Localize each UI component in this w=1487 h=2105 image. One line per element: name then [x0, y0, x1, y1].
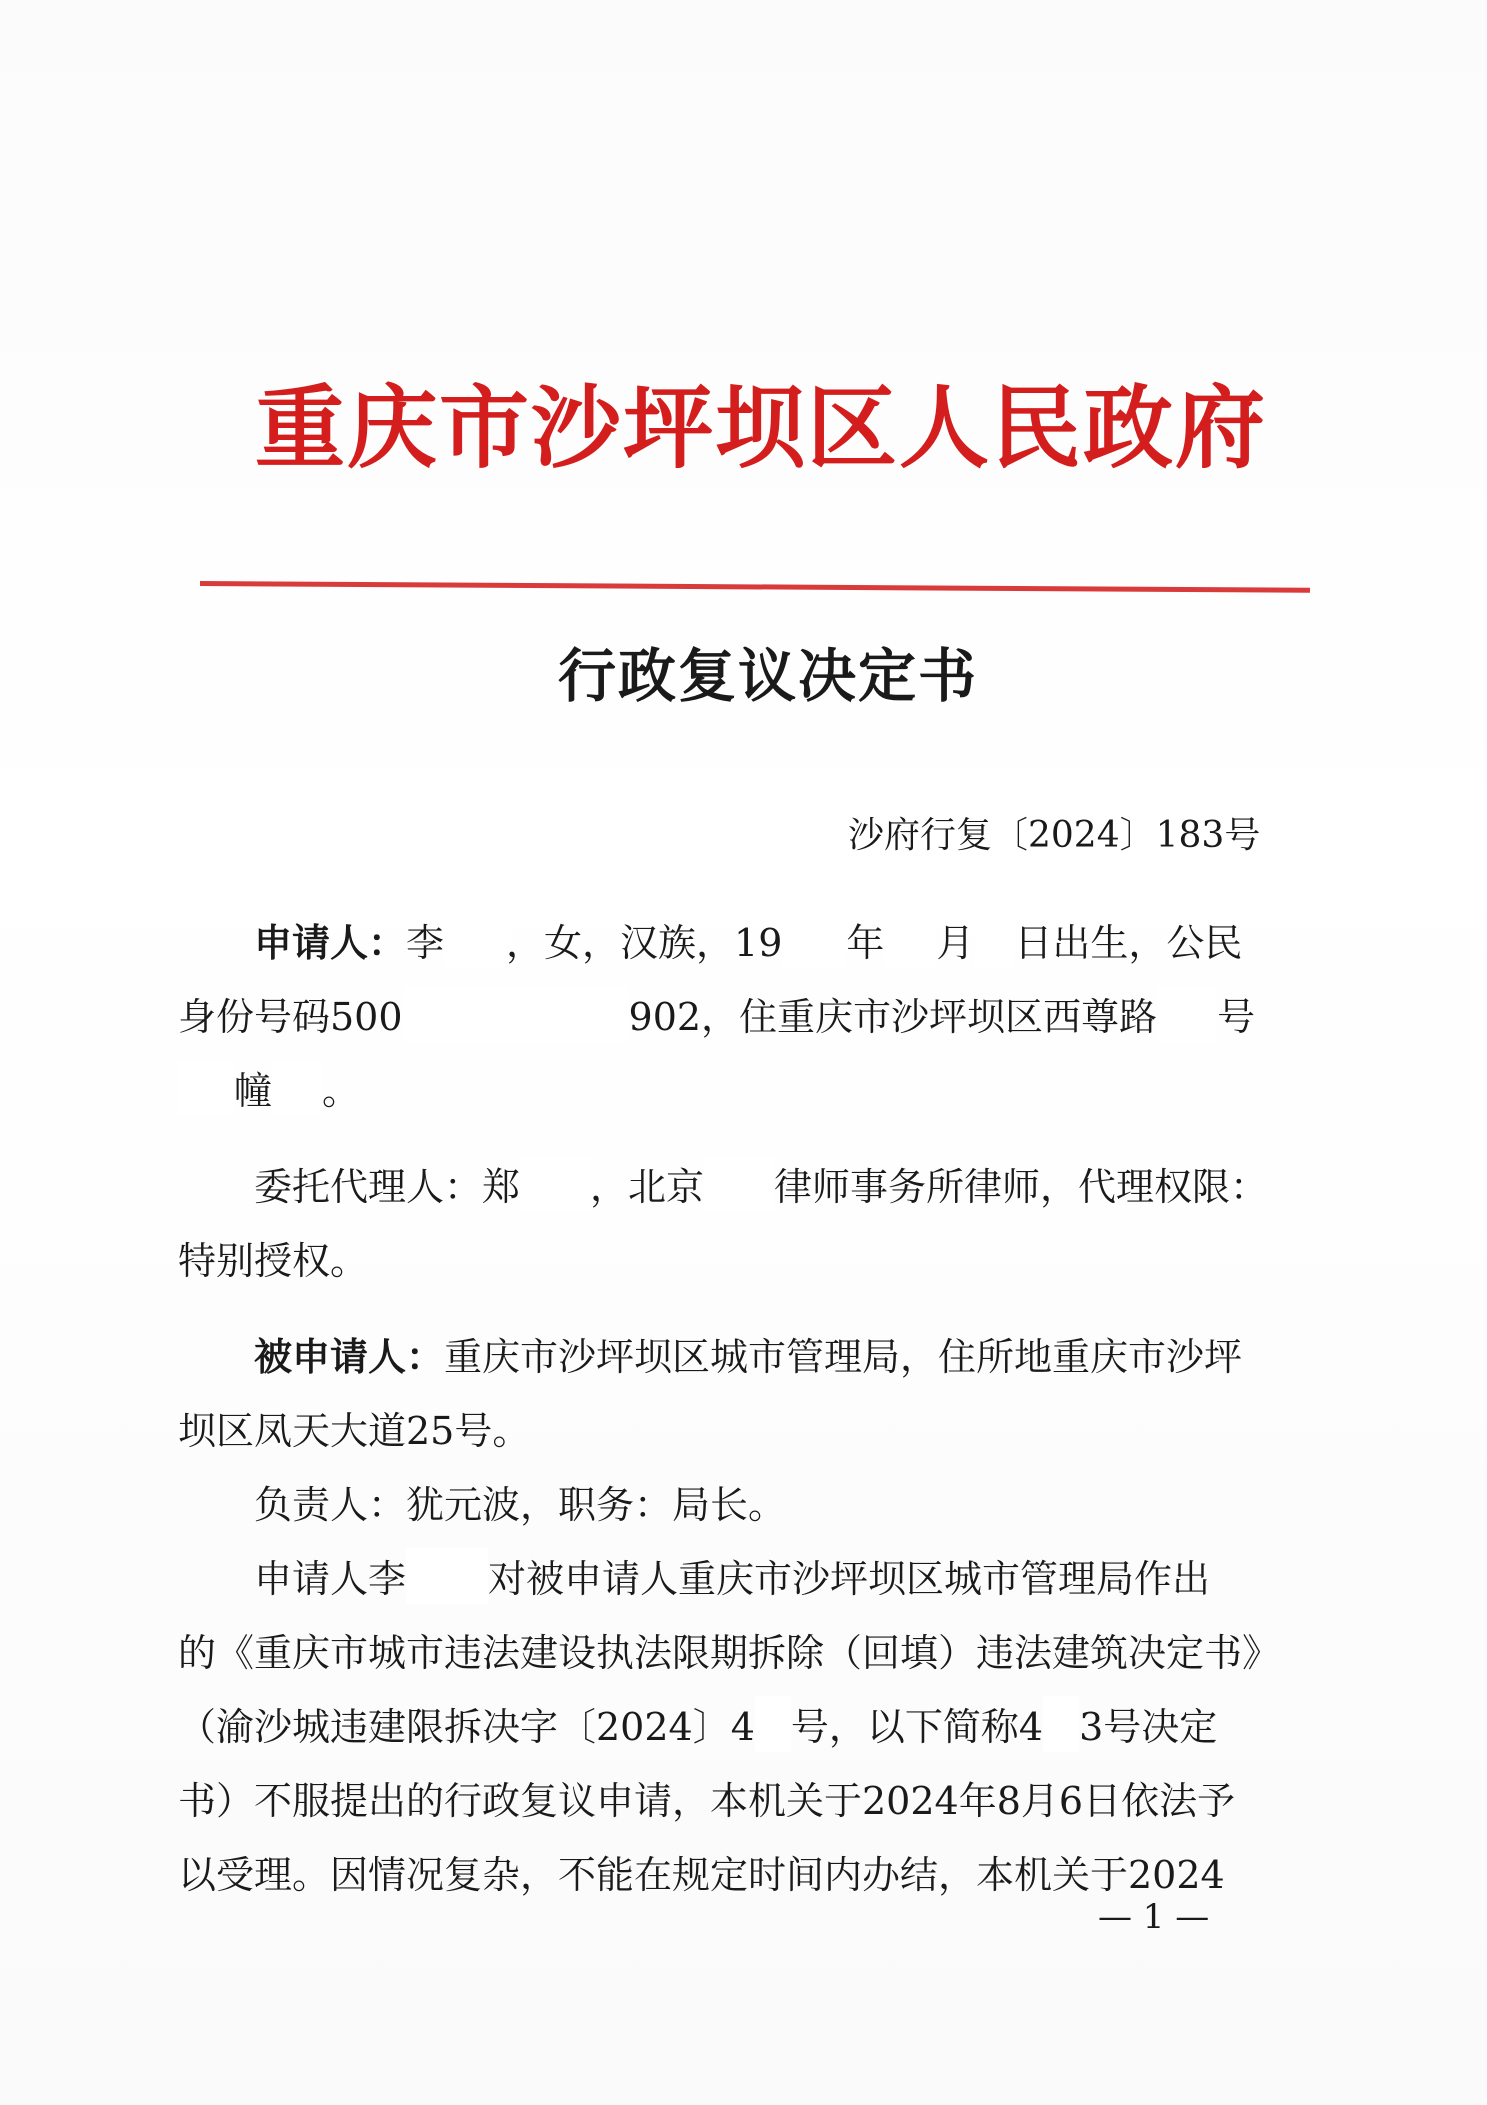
respondent-line-1: 被申请人：重庆市沙坪坝区城市管理局，住所地重庆市沙坪 [254, 1334, 1243, 1379]
document-number: 沙府行复〔2024〕183号 [848, 815, 1261, 856]
document-type-title: 行政复议决定书 [558, 642, 979, 710]
redaction-box [178, 1060, 234, 1116]
agent-line-2: 特别授权。 [178, 1239, 369, 1283]
agent-line-1: 委托代理人：郑 ，北京 律师事务所律师，代理权限： [178, 1150, 1298, 1224]
redaction-box [1043, 1696, 1079, 1752]
redaction-box [704, 1156, 774, 1212]
issuer-title: 重庆市沙坪坝区人民政府 [255, 375, 1267, 481]
redaction-box [406, 1548, 488, 1604]
paragraph-line-2: 的《重庆市城市违法建设执法限期拆除（回填）违法建筑决定书》 [178, 1631, 1281, 1675]
redaction-box [974, 912, 1014, 968]
respondent-label: 被申请人： [254, 1334, 445, 1379]
redaction-box [755, 1696, 791, 1752]
paragraph-line-5: 以受理。因情况复杂，不能在规定时间内办结，本机关于2024 [178, 1853, 1225, 1897]
applicant-line-2: 身份号码500 902，住重庆市沙坪坝区西尊路 号 [178, 980, 1298, 1054]
redaction-box [1157, 986, 1217, 1042]
redaction-box [272, 1060, 322, 1116]
applicant-line-3: 幢 。 [178, 1054, 1298, 1128]
paragraph-line-4: 书）不服提出的行政复议申请，本机关于2024年8月6日依法予 [178, 1779, 1236, 1823]
redaction-box [884, 912, 936, 968]
applicant-label: 申请人： [254, 920, 407, 965]
redaction-box [782, 912, 846, 968]
redaction-box [520, 1156, 590, 1212]
paragraph-line-1: 申请人李 对被申请人重庆市沙坪坝区城市管理局作出 [178, 1542, 1298, 1616]
paragraph-line-3: （渝沙城违建限拆决字〔2024〕4 号，以下简称4 3号决定 [178, 1690, 1298, 1764]
page-number: — 1 — [1098, 1897, 1210, 1937]
document-body [178, 906, 1298, 1912]
redaction-box [444, 912, 506, 968]
applicant-line-1: 申请人：李 ，女，汉族，19 年 月 日出生，公民 [178, 906, 1298, 980]
responsible-person-line: 负责人：犹元波，职务：局长。 [254, 1483, 787, 1527]
redaction-box [403, 986, 629, 1042]
red-divider-line [200, 581, 1310, 593]
respondent-line-2: 坝区凤天大道25号。 [178, 1409, 531, 1453]
